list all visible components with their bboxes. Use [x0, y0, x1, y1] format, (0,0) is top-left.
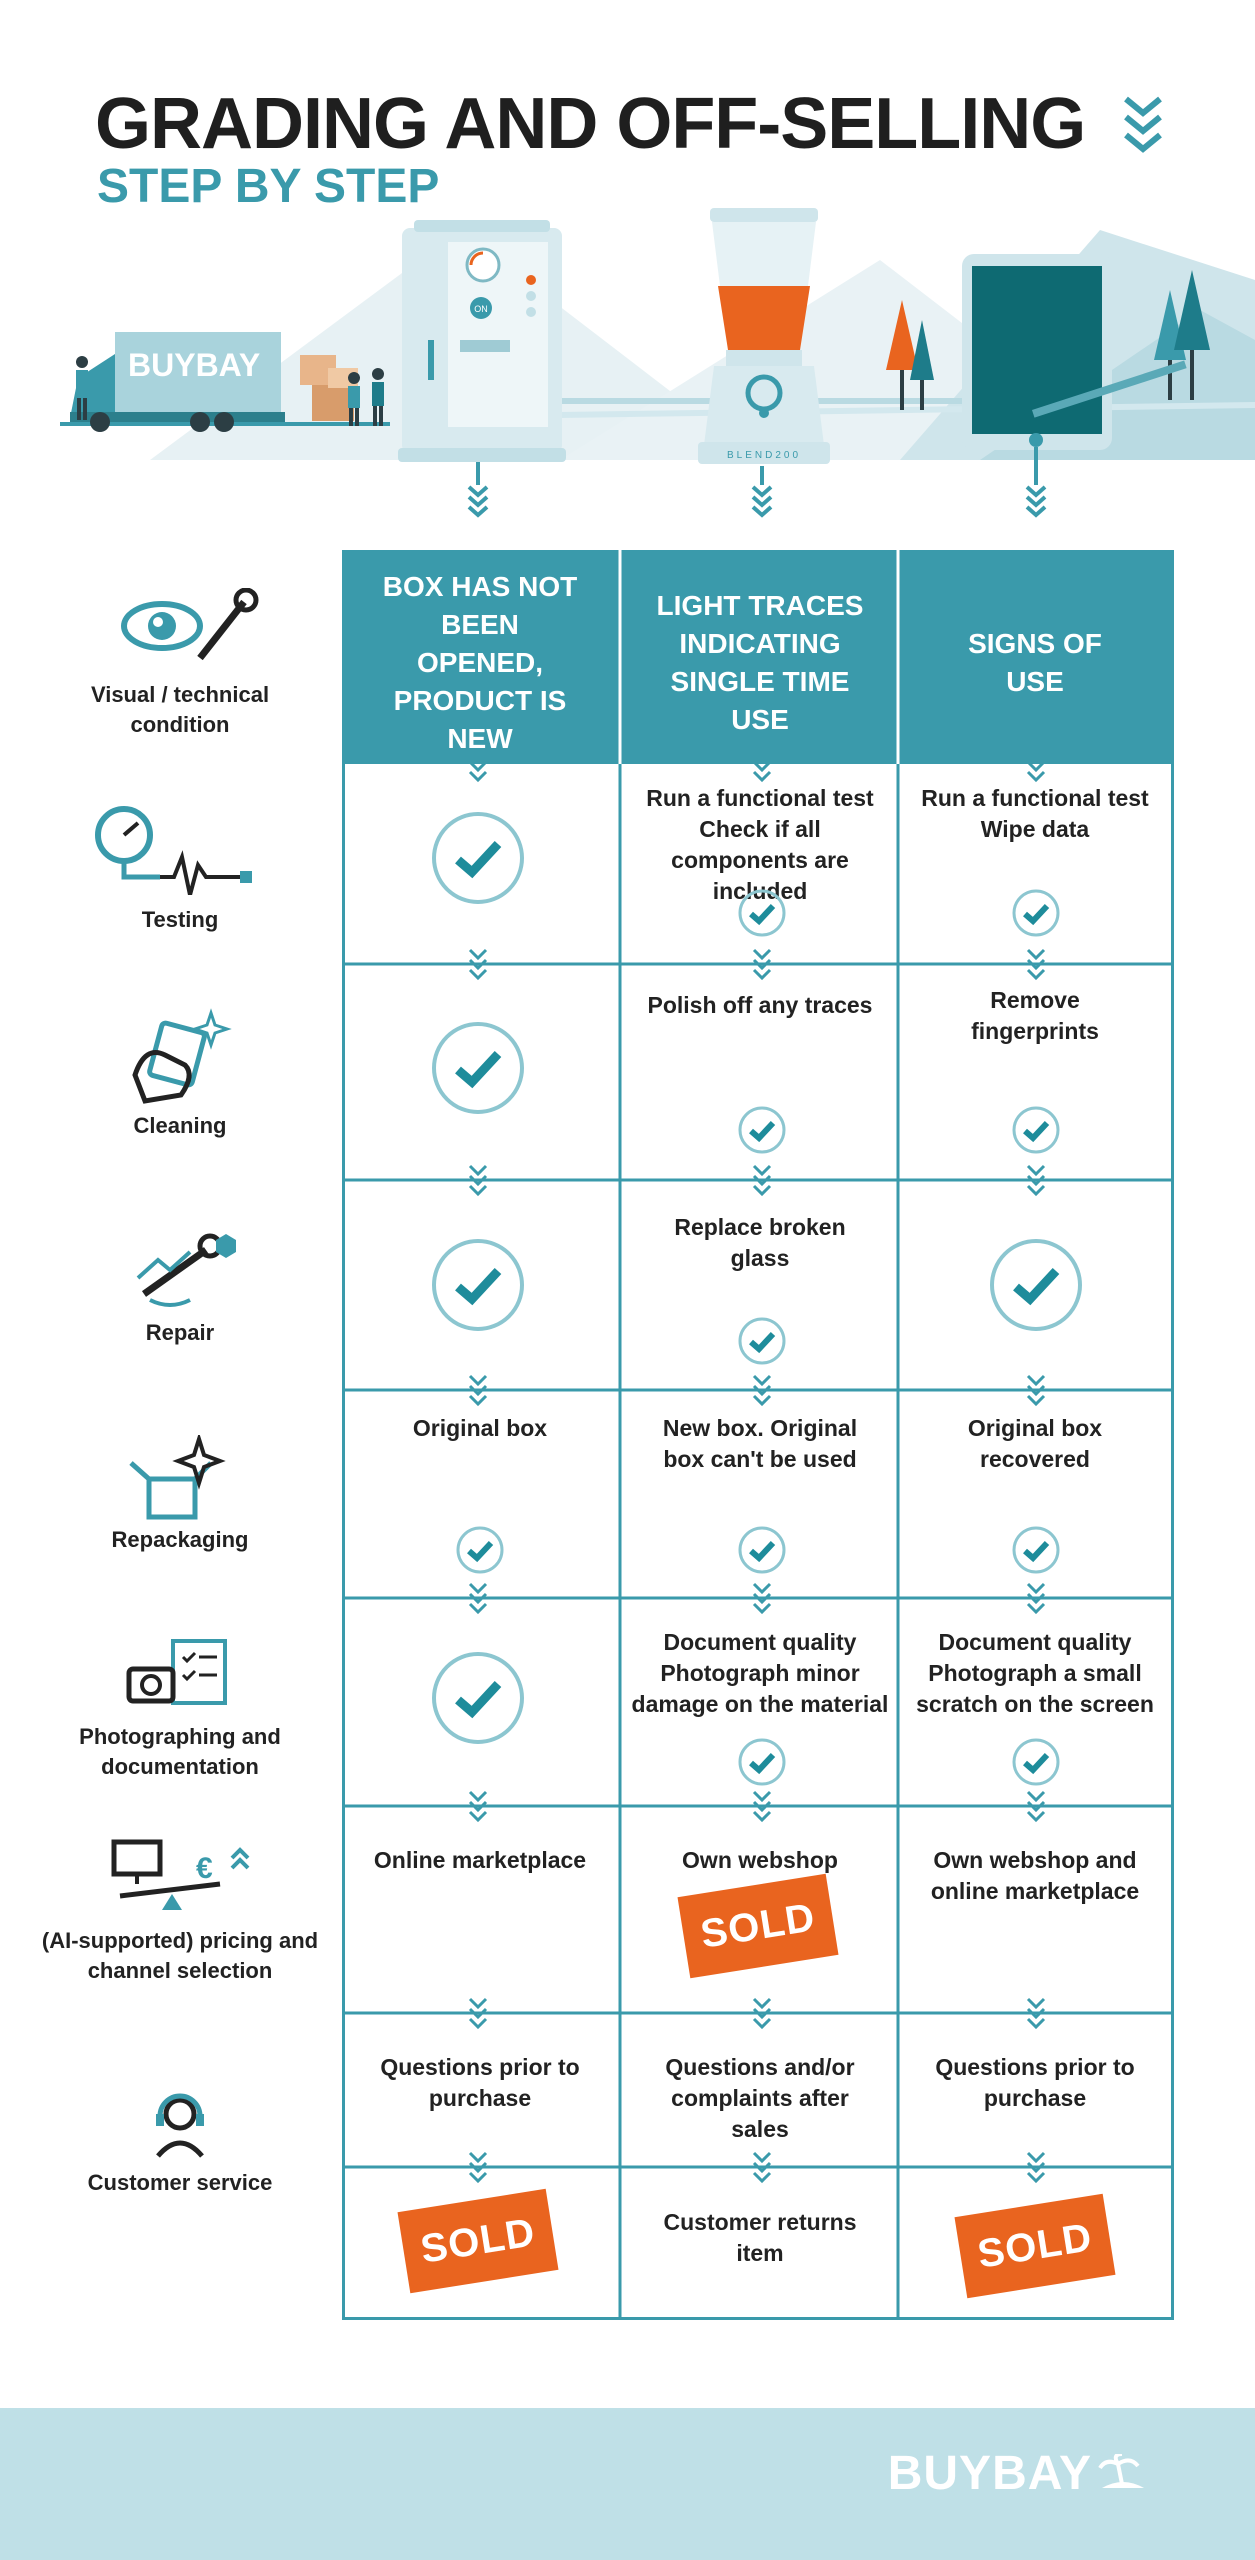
camera-checklist-icon [125, 1635, 235, 1715]
sold-badge: SOLD [678, 1874, 839, 1978]
flow-chevron [754, 1376, 770, 1384]
flow-chevron [470, 1396, 486, 1404]
page-subtitle: STEP BY STEP [97, 160, 440, 213]
eye-wrench-icon [120, 588, 260, 668]
flow-chevron [1028, 950, 1044, 958]
cell-text: Own webshop [682, 1847, 838, 1873]
row-chevrons [470, 762, 1044, 780]
flow-chevron [470, 1584, 486, 1592]
flow-chevron [1028, 2153, 1044, 2161]
flow-chevron [754, 2153, 770, 2161]
sold-badge: SOLD [398, 2189, 559, 2293]
row-label-cleaning: Cleaning [133, 1113, 227, 1138]
hero-illustration [0, 190, 1255, 550]
check-icon-small [1011, 888, 1061, 938]
flow-chevron [754, 1604, 770, 1612]
check-icon-large [988, 1237, 1084, 1333]
flow-chevron [754, 1792, 770, 1800]
flow-chevron [754, 1186, 770, 1194]
flow-chevron [470, 1999, 486, 2007]
cell-text: Questions prior to purchase [935, 2054, 1135, 2111]
flow-chevron [470, 2173, 486, 2181]
flow-chevron [470, 1166, 486, 1174]
flow-chevron [1028, 2173, 1044, 2181]
sold-badge: SOLD [955, 2194, 1116, 2298]
cell-text: Replace broken glass [674, 1214, 846, 1271]
cell-text: Remove fingerprints [971, 987, 1099, 1044]
gauge-icon [90, 805, 270, 895]
footer [0, 2408, 1255, 2560]
cell-text: Document quality Photograph a small scratch on the screen [916, 1629, 1154, 1717]
flow-chevron [1028, 2019, 1044, 2027]
flow-chevron [754, 950, 770, 958]
flow-chevron [1028, 1186, 1044, 1194]
cell-text: Run a functional test Wipe data [921, 785, 1149, 842]
cell-text: Polish off any traces [647, 992, 873, 1018]
flow-chevron [754, 2019, 770, 2027]
flow-chevron [1028, 970, 1044, 978]
column-header-light-traces: LIGHT TRACES INDICATING SINGLE TIME USE [656, 589, 864, 735]
cell-text: Original box recovered [967, 1415, 1103, 1472]
cell-text: Run a functional test Check if all components are included [646, 785, 874, 904]
column-header-signs-of-use: SIGNS OF USE [968, 627, 1102, 697]
flow-chevron [1028, 1792, 1044, 1800]
check-icon-small [737, 888, 787, 938]
truck-logo: BUYBAY [128, 347, 261, 383]
svg-text:ON: ON [474, 304, 488, 314]
island-palm-icon [1096, 2454, 1150, 2494]
check-icon-small [737, 1316, 787, 1366]
row-label-visual: Visual / technical condition [90, 682, 270, 737]
flow-chevron [754, 1812, 770, 1820]
footer-logo-text: BUYBAY [887, 2447, 1092, 2500]
flow-chevron [754, 1396, 770, 1404]
svg-text:BLEND200: BLEND200 [726, 450, 802, 461]
page-title: GRADING AND OFF-SELLING [95, 84, 1086, 164]
flow-chevron [754, 2173, 770, 2181]
svg-text:€: € [196, 1852, 213, 1885]
row-label-customer-service: Customer service [87, 2170, 273, 2195]
cell-text: Questions prior to purchase [380, 2054, 580, 2111]
repair-tools-icon [130, 1230, 240, 1310]
cell-text: New box. Original box can't be used [662, 1415, 858, 1472]
flow-chevron [1028, 1584, 1044, 1592]
flow-chevron [470, 1812, 486, 1820]
flow-chevron [470, 1376, 486, 1384]
cleaning-hand-icon [125, 1005, 235, 1115]
check-icon-small [737, 1525, 787, 1575]
check-icon-large [430, 1237, 526, 1333]
flow-chevron [470, 1186, 486, 1194]
flow-chevron [754, 1584, 770, 1592]
cell-text: Customer returns item [663, 2209, 857, 2266]
flow-chevron [754, 970, 770, 978]
row-label-repair: Repair [145, 1320, 215, 1345]
check-icon-small [1011, 1737, 1061, 1787]
flow-chevron [470, 2153, 486, 2161]
check-icon-small [737, 1737, 787, 1787]
check-icon-large [430, 810, 526, 906]
flow-chevron [470, 950, 486, 958]
flow-chevron [470, 2019, 486, 2027]
row-label-testing: Testing [141, 907, 219, 932]
check-icon-large [430, 1650, 526, 1746]
headset-agent-icon [150, 2090, 210, 2160]
row-label-photographing: Photographing and documentation [79, 1724, 281, 1779]
cell-text: Online marketplace [373, 1847, 587, 1873]
pricing-scale-icon [110, 1838, 260, 1918]
cell-text: Questions and/or complaints after sales [665, 2054, 855, 2142]
coffee-machine [398, 220, 566, 462]
cell-text: Own webshop and online marketplace [930, 1847, 1140, 1904]
cell-text: Original box [412, 1415, 548, 1441]
row-label-repackaging: Repackaging [111, 1527, 249, 1552]
check-icon-small [1011, 1525, 1061, 1575]
check-icon-small [1011, 1105, 1061, 1155]
flow-chevron [470, 1604, 486, 1612]
column-header-new: BOX HAS NOT BEEN OPENED, PRODUCT IS NEW [382, 570, 578, 754]
flow-chevron [1028, 1376, 1044, 1384]
flow-chevron [470, 1792, 486, 1800]
check-icon-small [455, 1525, 505, 1575]
flow-chevron [754, 1999, 770, 2007]
delivery-truck [70, 332, 285, 432]
flow-chevron [1028, 1396, 1044, 1404]
cell-text: Document quality Photograph minor damage on the material [631, 1629, 889, 1717]
check-icon-large [430, 1020, 526, 1116]
row-label-pricing: (AI-supported) pricing and channel selection [41, 1928, 319, 1983]
check-icon-small [737, 1105, 787, 1155]
box-sparkle-icon [125, 1435, 235, 1525]
flow-chevron [470, 970, 486, 978]
footer-logo [888, 2446, 1150, 2501]
double-chevron-down-icon [1123, 95, 1163, 161]
flow-chevron [1028, 1604, 1044, 1612]
flow-chevron [1028, 1812, 1044, 1820]
flow-chevron [1028, 1999, 1044, 2007]
flow-chevron [1028, 1166, 1044, 1174]
flow-chevron [754, 1166, 770, 1174]
